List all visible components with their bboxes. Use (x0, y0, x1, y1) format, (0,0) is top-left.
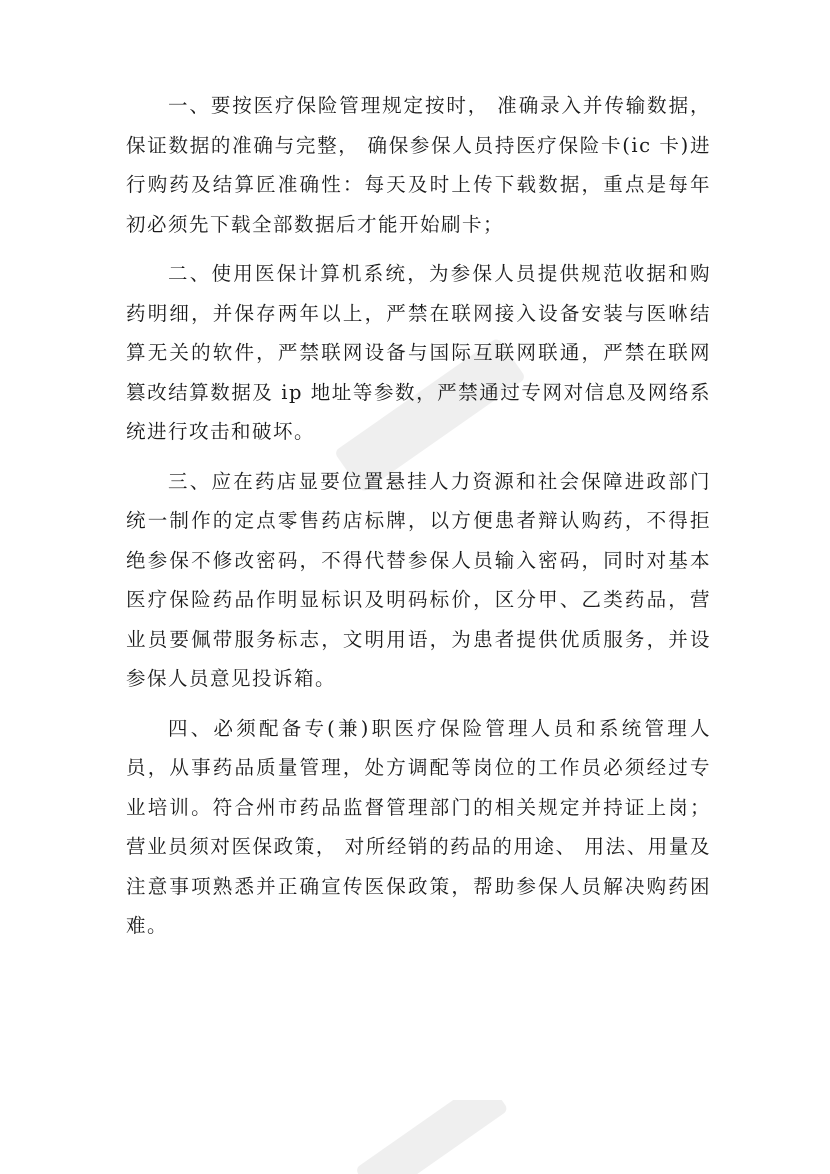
paragraph-3: 三、应在药店显要位置悬挂人力资源和社会保障进政部门统一制作的定点零售药店标牌，以方便患者辩认购药，不得拒绝参保不修改密码，不得代替参保人员输入密码，同时对基本医疗保险药品作明显标识及明码标价，区分甲、乙类药品，营业员要佩带服务标志，文明用语，为患者提供优质服务，并设参保人员意见投诉箱。 (126, 469, 711, 690)
paragraph-2: 二、使用医保计算机系统，为参保人员提供规范收据和购药明细，并保存两年以上，严禁在联网接入设备安装与医咻结算无关的软件，严禁联网设备与国际互联网联通，严禁在联网篡改结算数据及 ip 地址等参数，严禁通过专网对信息及网络系统进行攻击和破坏。 (126, 262, 711, 443)
paragraph-4: 四、必须配备专(兼)职医疗保险管理人员和系统管理人员，从事药品质量管理，处方调配等岗位的工作员必须经过专业培训。符合州市药品监督管理部门的相关规定并持证上岗； 营业员须对医保政策， 对所经销的药品的用途、 用法、用量及注意事项熟悉并正确宣传医保政策，帮助参保人员解决购药困难。 (126, 716, 711, 937)
document-body (126, 86, 711, 956)
paragraph-1: 一、要按医疗保险管理规定按时， 准确录入并传输数据，保证数据的准确与完整， 确保参保人员持医疗保险卡(ic 卡)进行购药及结算匠准确性：每天及时上传下载数据，重点是每年初必须先下载全部数据后才能开始刷卡； (126, 94, 711, 236)
watermark-mark-icon (330, 1100, 530, 1174)
